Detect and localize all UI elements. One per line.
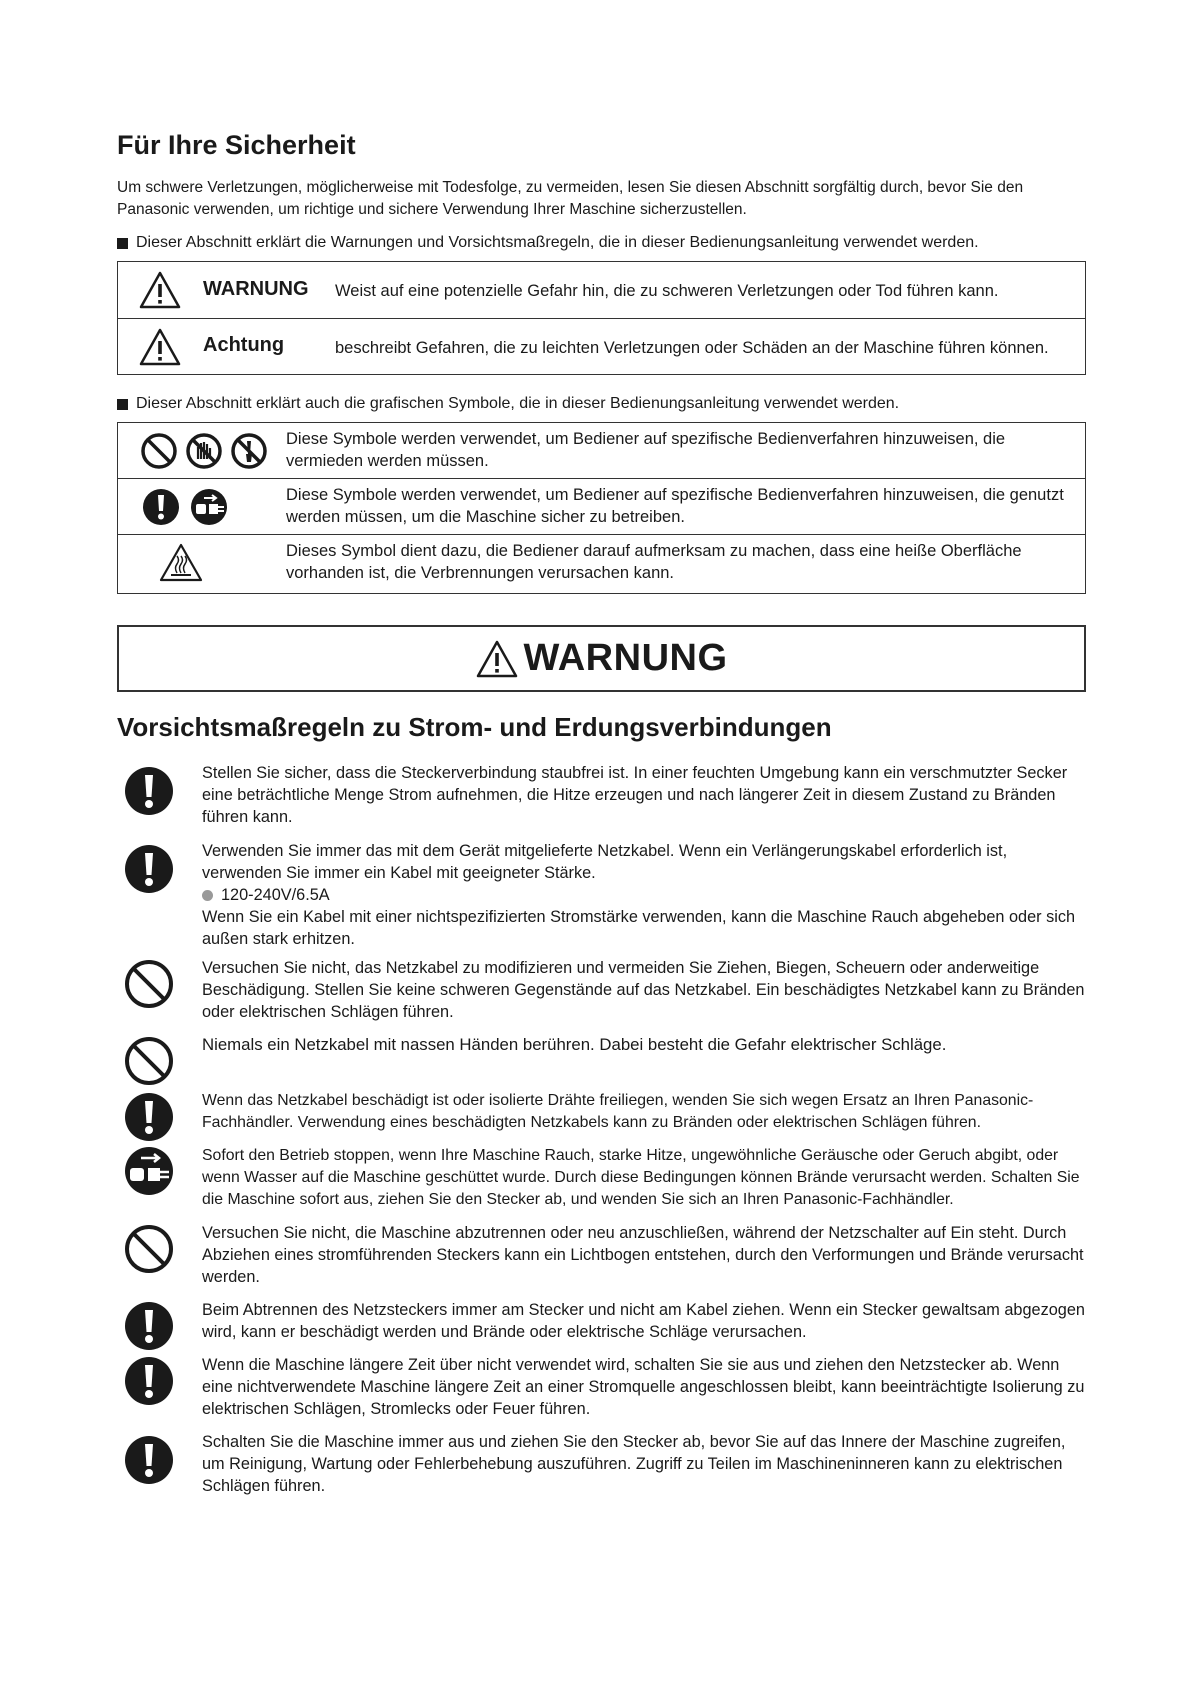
level-description: beschreibt Gefahren, die zu leichten Verletzungen oder Schäden an der Maschine führen können. [335, 339, 1049, 357]
symbol-description: Dieses Symbol dient dazu, die Bediener darauf aufmerksam zu machen, dass eine heiße Oberfläche vorhanden ist, die Verbrennungen verursachen kann. [286, 542, 1022, 582]
symbols-table [117, 422, 1086, 594]
square-bullet-icon [117, 238, 128, 249]
bullet-text: Dieser Abschnitt erklärt auch die grafischen Symbole, die in dieser Bedienungsanleitung verwendet werden. [136, 395, 900, 412]
prohibited-icon [140, 432, 178, 470]
safety-item [117, 1222, 1087, 1292]
symbol-row-mandatory [118, 479, 1085, 535]
item-text: Sofort den Betrieb stoppen, wenn Ihre Maschine Rauch, starke Hitze, ungewöhnliche Geräusche oder Geruch abgibt, oder wenn Wasser auf die Maschine geschüttet wurde. Durch diese Bedingungen können Brände verursacht werden. Schalten Sie die Maschine sofort aus, ziehen Sie den Stecker ab, und wenden Sie sich an Ihren Panasonic-Fachhändler. [202, 1147, 1080, 1208]
bullet-text: Dieser Abschnitt erklärt die Warnungen und Vorsichtsmaßregeln, die in dieser Bedienungsanleitung verwendet werden. [136, 234, 979, 251]
page-title: Für Ihre Sicherheit [117, 130, 356, 160]
warning-banner-text: WARNUNG [523, 637, 728, 679]
prohibited-icon [123, 1035, 175, 1087]
item-text: Versuchen Sie nicht, die Maschine abzutrennen oder neu anzuschließen, während der Netzschalter auf Ein steht. Durch Abziehen eines stromführenden Steckers kann ein Lichtbogen entstehen, durch den Verformungen und Brände verursacht werden. [202, 1224, 1084, 1286]
symbol-row-hot-surface [118, 535, 1085, 592]
unplug-icon [123, 1145, 175, 1197]
level-description: Weist auf eine potenzielle Gefahr hin, die zu schweren Verletzungen oder Tod führen kann. [335, 282, 999, 300]
item-text: Beim Abtrennen des Netzsteckers immer am Stecker und nicht am Kabel ziehen. Wenn ein Stecker gewaltsam abgezogen wird, kann er beschädigt werden und Brände oder elektrische Schläge verursachen. [202, 1301, 1085, 1341]
level-row-warnung [118, 262, 1085, 319]
level-label: WARNUNG [203, 278, 309, 300]
item-text-continued: Wenn Sie ein Kabel mit einer nichtspezifizierten Stromstärke verwenden, kann die Maschine Rauch abgeheben oder sich außen stark erhitzen. [202, 908, 1076, 948]
level-label: Achtung [203, 334, 285, 356]
safety-item [117, 957, 1087, 1027]
safety-item [117, 1090, 1087, 1140]
safety-item [117, 840, 1087, 950]
mandatory-icon [123, 765, 175, 817]
spec-line [202, 884, 1087, 906]
warning-triangle-icon [138, 270, 182, 310]
unplug-icon [190, 488, 228, 526]
warning-levels-table [117, 261, 1086, 375]
section-title: Vorsichtsmaßregeln zu Strom- und Erdungsverbindungen [117, 712, 832, 742]
warning-triangle-icon [138, 327, 182, 367]
warning-triangle-icon [475, 639, 519, 679]
mandatory-icon [123, 1434, 175, 1486]
no-touch-icon [185, 432, 223, 470]
symbol-description: Diese Symbole werden verwendet, um Bediener auf spezifische Bedienverfahren hinzuweisen, die genutzt werden müssen, um die Maschine sicher zu betreiben. [286, 486, 1064, 526]
intro-paragraph: Um schwere Verletzungen, möglicherweise mit Todesfolge, zu vermeiden, lesen Sie diesen Abschnitt sorgfältig durch, bevor Sie den Panasonic verwenden, um richtige und sichere Verwendung Ihrer Maschine sicherzustellen. [117, 179, 1024, 218]
no-disassemble-icon [230, 432, 268, 470]
safety-item [117, 1034, 1087, 1084]
item-text: Niemals ein Netzkabel mit nassen Händen berühren. Dabei besteht die Gefahr elektrischer Schläge. [202, 1035, 947, 1054]
bullet-dot-icon [202, 890, 213, 901]
square-bullet-icon [117, 399, 128, 410]
safety-item [117, 1145, 1087, 1215]
warning-banner [117, 625, 1086, 692]
mandatory-icon [142, 488, 180, 526]
item-text: Verwenden Sie immer das mit dem Gerät mitgelieferte Netzkabel. Wenn ein Verlängerungskabel erforderlich ist, verwenden Sie immer ein Kabel mit geeigneter Stärke. [202, 842, 1008, 882]
symbol-description: Diese Symbole werden verwendet, um Bediener auf spezifische Bedienverfahren hinzuweisen, die vermieden werden müssen. [286, 430, 1006, 470]
item-text: Wenn das Netzkabel beschädigt ist oder isolierte Drähte freiliegen, wenden Sie sich wegen Ersatz an Ihren Panasonic-Fachhändler. Verwendung eines beschädigten Netzkabels kann zu Bränden oder elektrischen Schlägen führen. [202, 1092, 1034, 1131]
prohibited-icon [123, 1223, 175, 1275]
safety-item [117, 1354, 1087, 1424]
item-text: Schalten Sie die Maschine immer aus und ziehen Sie den Stecker ab, bevor Sie auf das Innere der Maschine zugreifen, um Reinigung, Wartung oder Fehlerbehebung auszuführen. Zugriff zu Teilen im Maschineninneren kann zu elektrischen Schlägen führen. [202, 1433, 1066, 1495]
item-text: Wenn die Maschine längere Zeit über nicht verwendet wird, schalten Sie sie aus und ziehen den Netzstecker ab. Wenn eine nichtverwendete Maschine längere Zeit an einer Stromquelle angeschlossen bleibt, kann beeinträchtigte Isolierung zu elektrischen Schlägen, Stromlecks oder Feuer führen. [202, 1356, 1085, 1418]
safety-item [117, 1431, 1087, 1501]
hot-surface-icon [158, 542, 204, 584]
mandatory-icon [123, 843, 175, 895]
safety-item [117, 1299, 1087, 1349]
item-text: Versuchen Sie nicht, das Netzkabel zu modifizieren und vermeiden Sie Ziehen, Biegen, Scheuern oder anderweitige Beschädigung. Stellen Sie keine schweren Gegenstände auf das Netzkabel. Ein beschädigtes Netzkabel kann zu Bränden oder elektrischen Schlägen führen. [202, 959, 1085, 1021]
prohibited-icon [123, 958, 175, 1010]
safety-item [117, 762, 1087, 832]
bullet-symbols-intro [117, 393, 899, 415]
mandatory-icon [123, 1300, 175, 1352]
level-row-achtung [118, 319, 1085, 374]
spec-value: 120-240V/6.5A [221, 886, 330, 904]
mandatory-icon [123, 1091, 175, 1143]
symbol-row-prohibited [118, 423, 1085, 479]
bullet-warnings-intro [117, 232, 979, 254]
mandatory-icon [123, 1355, 175, 1407]
item-text: Stellen Sie sicher, dass die Steckerverbindung staubfrei ist. In einer feuchten Umgebung kann ein verschmutzter Secker eine beträchtliche Menge Strom aufnehmen, die Hitze erzeugen und nach längerer Zeit in diesem Zustand zu Bränden führen kann. [202, 764, 1068, 826]
